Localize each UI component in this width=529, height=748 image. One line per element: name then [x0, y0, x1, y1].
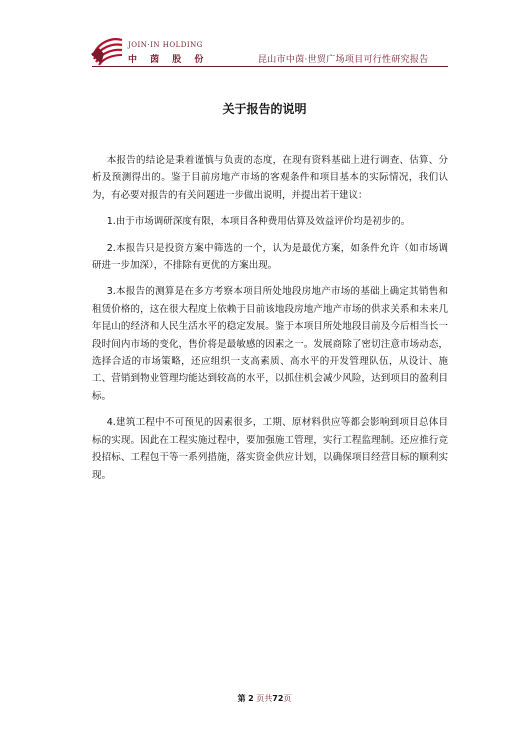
document-body [92, 152, 448, 493]
report-header-title: 昆山市中茵·世贸广场项目可行性研究报告 [258, 55, 429, 65]
company-logo-icon [90, 34, 124, 66]
intro-paragraph: 本报告的结论是秉着谨慎与负责的态度，在现有资料基础上进行调查、估算、分析及预测得出的。鉴于目前房地产市场的客观条件和项目基本的实际情况，我们认为，有必要对报告的有关问题进一步做出说明，并提出若干建议： [92, 155, 448, 201]
page-header [0, 0, 529, 70]
brand-chinese-name: 中 茵 股 份 [128, 55, 209, 65]
page-suffix: 页 [283, 694, 292, 703]
document-title: 关于报告的说明 [222, 102, 307, 116]
page-prefix: 第 [237, 694, 246, 703]
total-pages: 72 [272, 694, 284, 703]
note-paragraph-2: 2.本报告只是投资方案中筛选的一个，认为是最优方案，如条件允许（如市场调研进一步加深），不排除有更优的方案出现。 [92, 242, 448, 272]
note-paragraph-1: 1.由于市场调研深度有限，本项目各种费用估算及效益评价均是初步的。 [106, 216, 411, 228]
note-paragraph-4: 4.建筑工程中不可预见的因素很多，工期、原材料供应等都会影响到项目总体目标的实现。因此在工程实施过程中，要加强施工管理，实行工程监理制。还应推行竞投招标、工程包干等一系列措施，落实资金供应计划，以确保项目经营目标的顺利实现。 [92, 417, 448, 481]
page-number: 2 [248, 694, 254, 703]
page-middle: 页共 [256, 694, 273, 703]
note-paragraph-3: 3.本报告的测算是在多方考察本项目所处地段房地产市场的基础上确定其销售和租赁价格的，这在很大程度上依赖于目前该地段房地产地产市场的供求关系和未来几年昆山的经济和人民生活水平的稳定发展。鉴于本项目所处地段目前及今后相当长一段时间内市场的变化，售价将是最敏感的因素之一。发展商除了密切注意市场动态，选择合适的市场策略，还应组织一支高素质、高水平的开发管理队伍，从设计、施工、营销到物业管理均能达到较高的水平，以抓住机会减少风险，达到项目的盈利目标。 [92, 286, 448, 402]
header-divider [92, 66, 448, 67]
brand-english-name: JOIN·IN HOLDING [128, 41, 203, 49]
page-footer [0, 693, 529, 704]
